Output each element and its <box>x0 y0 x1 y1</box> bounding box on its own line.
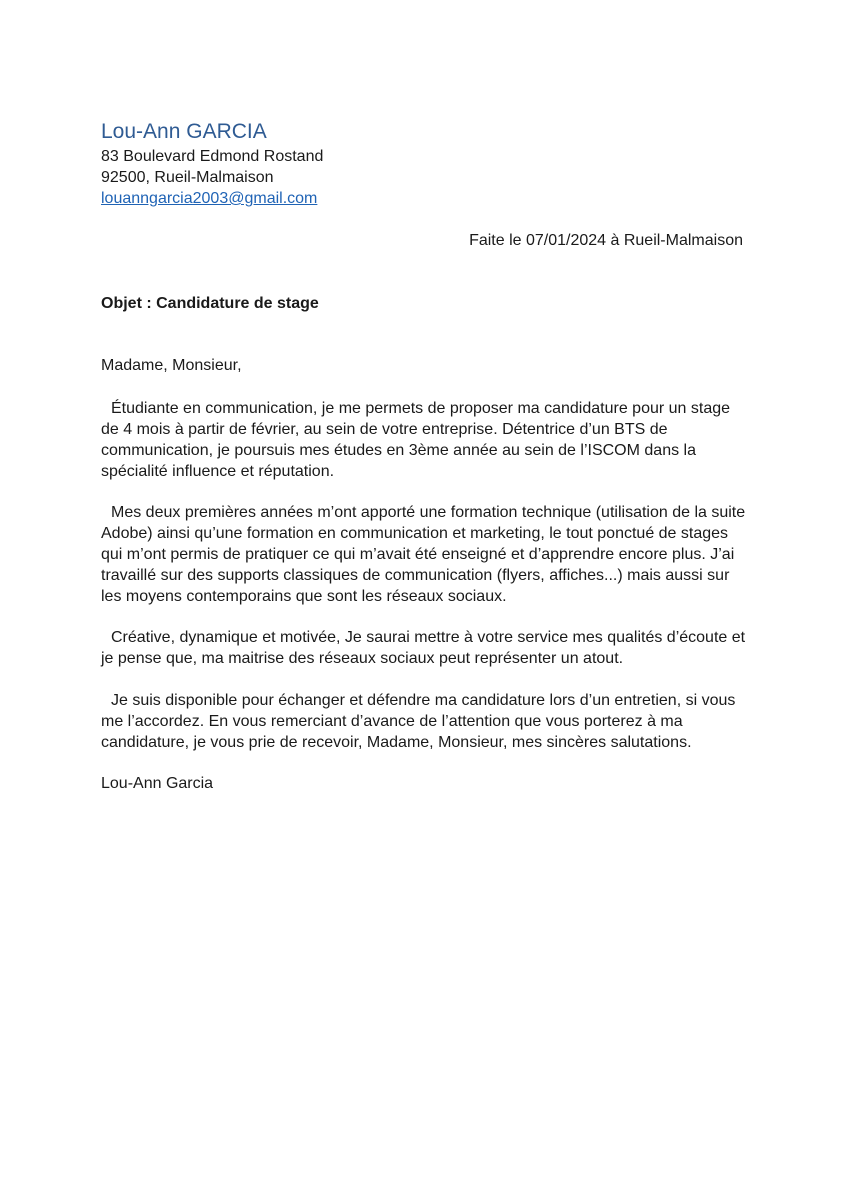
date-place: Faite le 07/01/2024 à Rueil-Malmaison <box>469 232 743 249</box>
sender-block <box>101 118 501 209</box>
salutation: Madame, Monsieur, <box>101 357 242 374</box>
paragraph-4: Je suis disponible pour échanger et défendre ma candidature lors d’un entretien, si vous me l’accordez. En vous remerciant d’avance de l’attention que vous porterez à ma candidature, je vous prie de recevoir, Madame, Monsieur, mes sincères salutations. <box>101 692 736 751</box>
sender-street: 83 Boulevard Edmond Rostand <box>101 148 324 165</box>
sender-city: 92500, Rueil-Malmaison <box>101 169 274 186</box>
paragraph-1: Étudiante en communication, je me permets de proposer ma candidature pour un stage de 4 mois à partir de février, au sein de votre entreprise. Détentrice d’un BTS de communication, je poursuis mes études en 3ème année au sein de l’ISCOM dans la spécialité influence et réputation. <box>101 400 731 480</box>
letter-subject: Objet : Candidature de stage <box>101 295 319 312</box>
paragraph-2: Mes deux premières années m’ont apporté une formation technique (utilisation de la suite Adobe) ainsi qu’une formation en communication et marketing, le tout ponctué de stages qui m’ont permis de pratiquer ce qui m’avait été enseigné et d’apprendre encore plus. J’ai travaillé sur des supports classiques de communication (flyers, affiches...) mais aussi sur les moyens contemporains que sont les réseaux sociaux. <box>101 504 746 605</box>
paragraph-3: Créative, dynamique et motivée, Je saurai mettre à votre service mes qualités d’écoute et je pense que, ma maitrise des réseaux sociaux peut représenter un atout. <box>101 629 746 667</box>
sender-name: Lou-Ann GARCIA <box>101 120 267 143</box>
sender-email-link[interactable]: louanngarcia2003@gmail.com <box>101 190 318 207</box>
signature: Lou-Ann Garcia <box>101 775 214 792</box>
